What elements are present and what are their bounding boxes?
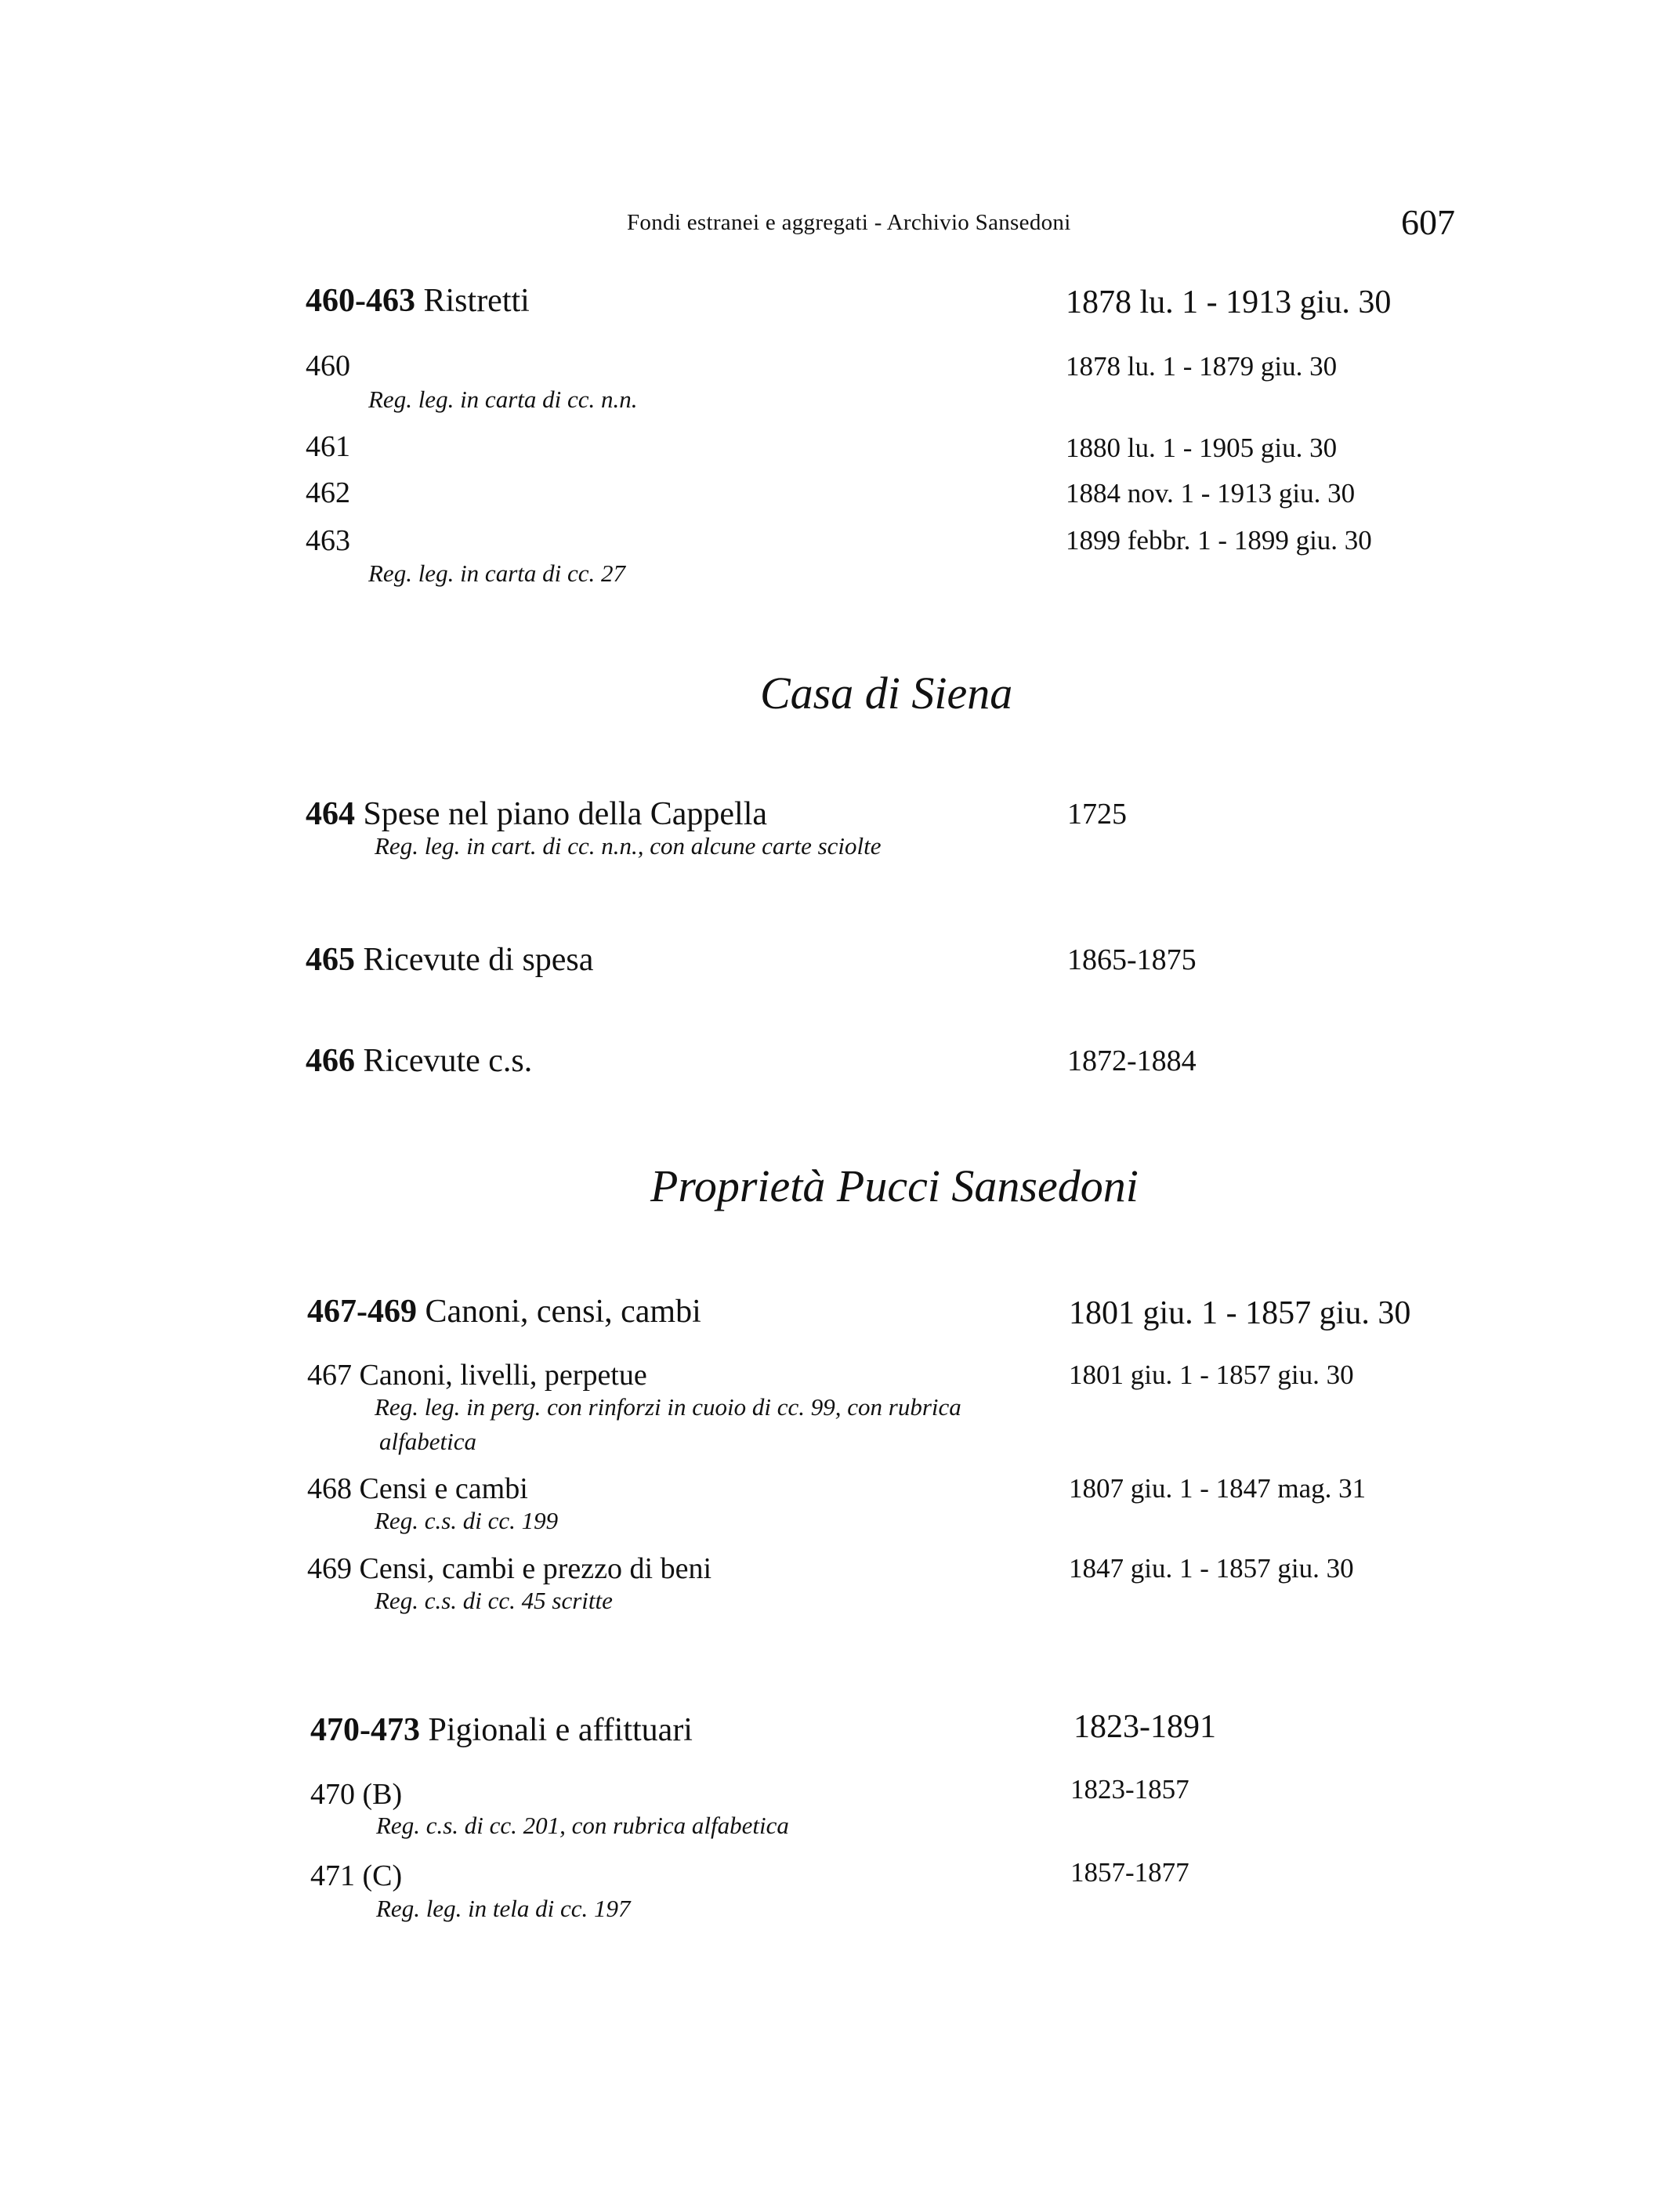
item-note: Reg. c.s. di cc. 45 scritte: [375, 1587, 613, 1614]
item-title: Censi, cambi e prezzo di beni: [359, 1552, 712, 1585]
item-dates: 1857-1877: [1070, 1857, 1189, 1888]
entry-heading: [306, 795, 767, 833]
item-dates: 1807 giu. 1 - 1847 mag. 31: [1069, 1473, 1367, 1504]
page-number: 607: [1401, 202, 1455, 242]
entry-dates: 1872-1884: [1067, 1045, 1197, 1077]
entry-number: 465: [306, 942, 355, 978]
item-number: 471: [310, 1859, 355, 1892]
entry-title: Ricevute di spesa: [363, 942, 594, 978]
group-range: 467-469: [307, 1294, 417, 1330]
group-heading: [307, 1293, 701, 1331]
item-note: Reg. c.s. di cc. 199: [375, 1507, 559, 1534]
item-row: [307, 1551, 711, 1586]
item-title: (C): [362, 1859, 403, 1892]
entry-dates: 1865-1875: [1067, 943, 1197, 976]
item-number: 462: [306, 476, 350, 509]
section-heading: Proprietà Pucci Sansedoni: [650, 1160, 1139, 1211]
entry-note: Reg. leg. in cart. di cc. n.n., con alcune carte sciolte: [375, 832, 882, 860]
entry-dates: 1725: [1067, 798, 1127, 831]
item-row: [307, 1472, 528, 1506]
item-dates: 1880 lu. 1 - 1905 giu. 30: [1066, 433, 1338, 463]
item-number: 470: [310, 1778, 355, 1811]
item-row: [310, 1777, 402, 1812]
item-title: (B): [362, 1778, 403, 1811]
item-row: [310, 1859, 402, 1893]
item-title: Canoni, livelli, perpetue: [359, 1359, 647, 1392]
group-heading: [306, 282, 530, 320]
entry-number: 464: [306, 796, 355, 832]
item-number: 461: [306, 430, 350, 463]
item-note: Reg. leg. in carta di cc. 27: [368, 559, 625, 587]
group-title: Canoni, censi, cambi: [425, 1294, 701, 1330]
entry-number: 466: [306, 1043, 355, 1079]
item-dates: 1847 giu. 1 - 1857 giu. 30: [1069, 1553, 1354, 1584]
item-row: [307, 1358, 647, 1392]
group-range: 470-473: [310, 1712, 420, 1748]
item-dates: 1899 febbr. 1 - 1899 giu. 30: [1066, 525, 1372, 556]
item-number: 467: [307, 1359, 352, 1392]
item-note: Reg. leg. in perg. con rinforzi in cuoio di cc. 99, con rubrica: [375, 1393, 961, 1421]
group-title: Ristretti: [423, 283, 530, 319]
entry-title: Spese nel piano della Cappella: [363, 796, 768, 832]
item-dates: 1884 nov. 1 - 1913 giu. 30: [1066, 478, 1356, 509]
running-title: Fondi estranei e aggregati - Archivio Sansedoni: [627, 210, 1071, 235]
item-number: 463: [306, 524, 350, 557]
item-note: Reg. leg. in tela di cc. 197: [376, 1895, 631, 1922]
entry-title: Ricevute c.s.: [363, 1043, 533, 1079]
item-title: Censi e cambi: [359, 1472, 528, 1505]
item-note: Reg. leg. in carta di cc. n.n.: [368, 386, 638, 413]
group-title: Pigionali e affittuari: [428, 1712, 693, 1748]
group-dates: 1878 lu. 1 - 1913 giu. 30: [1066, 284, 1392, 320]
entry-heading: [306, 1042, 532, 1080]
group-range: 460-463: [306, 283, 415, 319]
item-note: Reg. c.s. di cc. 201, con rubrica alfabetica: [376, 1812, 789, 1839]
group-dates: 1823-1891: [1074, 1709, 1216, 1745]
item-number: 460: [306, 349, 350, 382]
item-dates: 1801 giu. 1 - 1857 giu. 30: [1069, 1359, 1354, 1390]
group-dates: 1801 giu. 1 - 1857 giu. 30: [1069, 1295, 1411, 1331]
item-number: 468: [307, 1472, 352, 1505]
section-heading: Casa di Siena: [760, 668, 1013, 719]
group-heading: [310, 1711, 693, 1749]
entry-heading: [306, 941, 593, 979]
item-dates: 1878 lu. 1 - 1879 giu. 30: [1066, 351, 1338, 382]
item-number: 469: [307, 1552, 352, 1585]
item-dates: 1823-1857: [1070, 1774, 1189, 1805]
item-note-continuation: alfabetica: [379, 1428, 476, 1455]
